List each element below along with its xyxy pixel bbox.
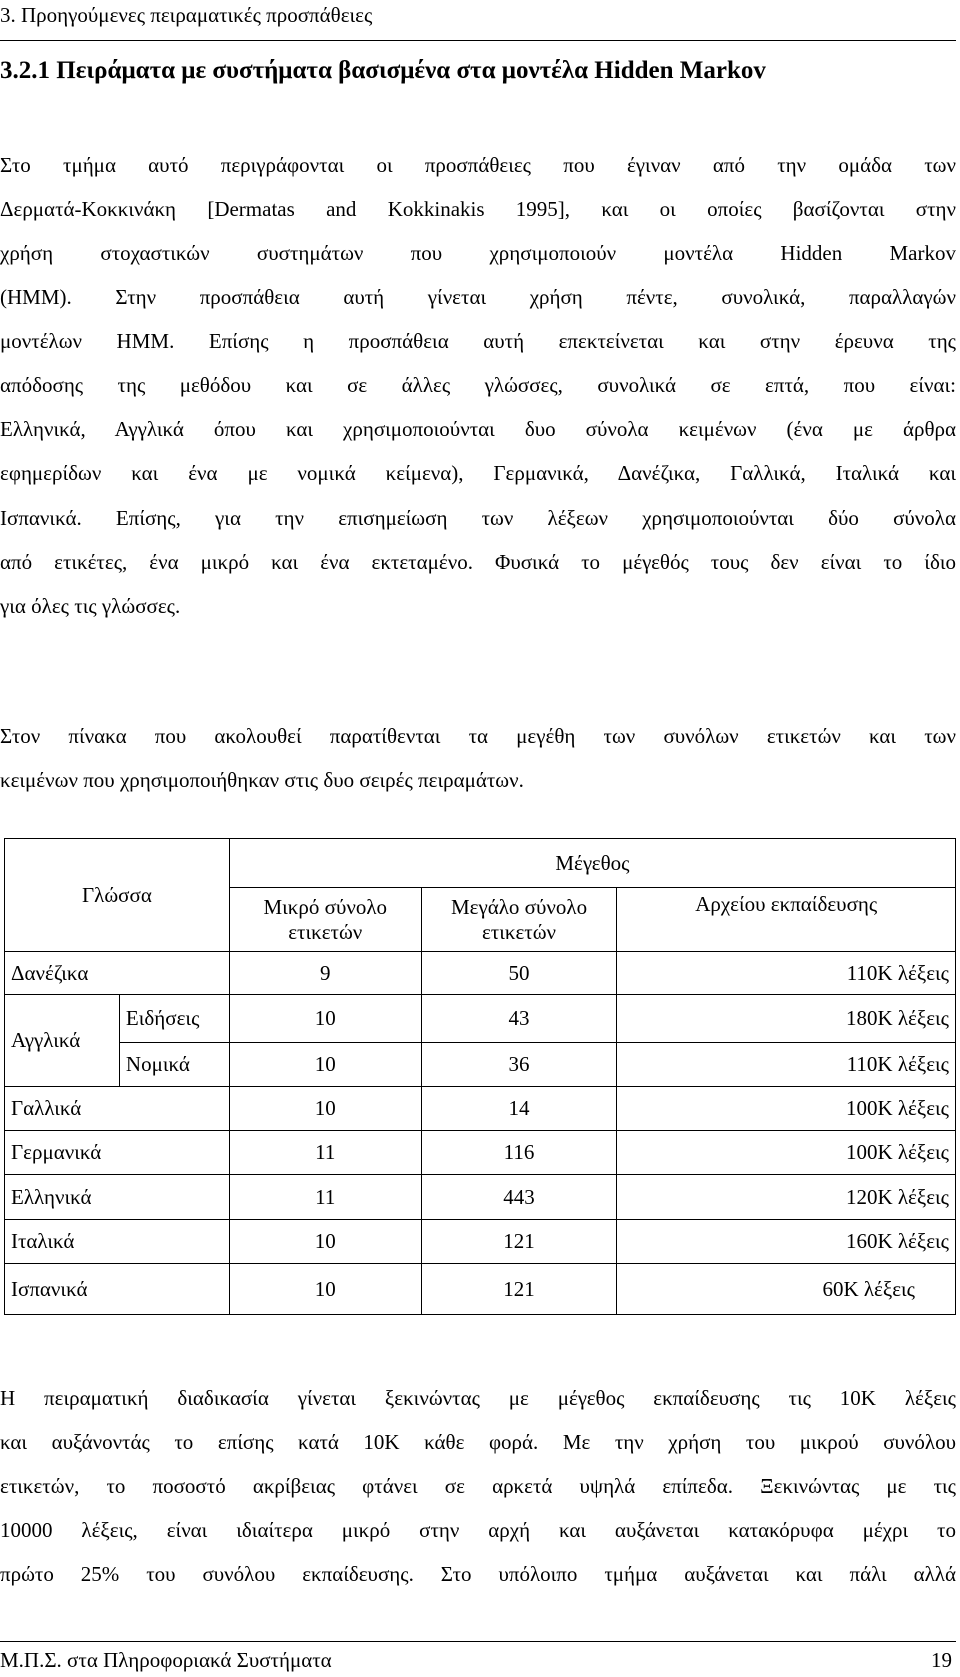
table-row <box>5 1264 956 1315</box>
paragraph-line: Ισπανικά. Επίσης, για την επισημείωση των λέξεων χρησιμοποιούνται δύο σύνολα <box>0 506 956 530</box>
cell-small: 11 <box>229 1175 421 1220</box>
paragraph-line: Στο τμήμα αυτό περιγράφονται οι προσπάθειες που έγιναν από την ομάδα των <box>0 153 956 177</box>
header-large-line2: ετικετών <box>481 919 557 944</box>
paragraph-line: Δερματά-Κοκκινάκη [Dermatas and Kokkinakis 1995], και οι οποίες βασίζονται στην <box>0 197 956 221</box>
cell-small: 10 <box>229 1220 421 1264</box>
cell-language: Γερμανικά <box>5 1131 230 1175</box>
header-large-line1: Μεγάλο σύνολο <box>450 894 588 919</box>
cell-training: 60K λέξεις <box>617 1264 956 1315</box>
paragraph-line: απόδοσης της μεθόδου και σε άλλες γλώσσες, συνολικά σε επτά, που είναι: <box>0 373 956 397</box>
cell-training: 180K λέξεις <box>617 995 956 1043</box>
table-row <box>5 995 956 1043</box>
paragraph-line: χρήση στοχαστικών συστημάτων που χρησιμοποιούν μοντέλα Hidden Markov <box>0 241 956 265</box>
cell-large: 14 <box>421 1087 617 1131</box>
cell-language: Δανέζικα <box>5 952 230 995</box>
header-language: Γλώσσα <box>5 839 230 952</box>
header-large-tagset <box>421 888 617 952</box>
cell-language: Ιταλικά <box>5 1220 230 1264</box>
header-small-tagset <box>229 888 421 952</box>
cell-language: Ισπανικά <box>5 1264 230 1315</box>
paragraph-line: Ελληνικά, Αγγλικά όπου και χρησιμοποιούνται δυο σύνολα κειμένων (ένα με άρθρα <box>0 417 956 441</box>
paragraph-line: εφημερίδων και ένα με νομικά κείμενα), Γερμανικά, Δανέζικα, Γαλλικά, Ιταλικά και <box>0 461 956 485</box>
page-number: 19 <box>931 1648 952 1672</box>
header-size: Μέγεθος <box>229 839 955 888</box>
paragraph-line: μοντέλων HMM. Επίσης η προσπάθεια αυτή επεκτείνεται και στην έρευνα της <box>0 329 956 353</box>
cell-subcorpus: Ειδήσεις <box>119 995 229 1043</box>
cell-large: 43 <box>421 995 617 1043</box>
header-small-line2: ετικετών <box>288 919 363 944</box>
cell-small: 10 <box>229 1043 421 1087</box>
cell-language: Ελληνικά <box>5 1175 230 1220</box>
paragraph-line: κειμένων που χρησιμοποιήθηκαν στις δυο σειρές πειραμάτων. <box>0 768 524 792</box>
table-row <box>5 952 956 995</box>
cell-training: 100K λέξεις <box>617 1131 956 1175</box>
footer-rule <box>0 1641 956 1642</box>
cell-large: 121 <box>421 1220 617 1264</box>
cell-large: 116 <box>421 1131 617 1175</box>
cell-training: 160K λέξεις <box>617 1220 956 1264</box>
cell-large: 121 <box>421 1264 617 1315</box>
cell-small: 10 <box>229 995 421 1043</box>
paragraph-line: Η πειραματική διαδικασία γίνεται ξεκινώντας με μέγεθος εκπαίδευσης τις 10K λέξεις <box>0 1386 956 1410</box>
paragraph-line: και αυξάνοντάς το επίσης κατά 10K κάθε φορά. Με την χρήση του μικρού συνόλου <box>0 1430 956 1454</box>
table-row <box>5 1131 956 1175</box>
table-row <box>5 1175 956 1220</box>
cell-small: 10 <box>229 1264 421 1315</box>
cell-large: 443 <box>421 1175 617 1220</box>
paragraph-line: Στον πίνακα που ακολουθεί παρατίθενται τα μεγέθη των συνόλων ετικετών και των <box>0 724 956 748</box>
section-title: 3.2.1 Πειράματα με συστήματα βασισμένα στα μοντέλα Hidden Markov <box>0 57 766 84</box>
cell-training: 100K λέξεις <box>617 1087 956 1131</box>
cell-subcorpus: Νομικά <box>119 1043 229 1087</box>
data-table <box>4 838 956 1315</box>
running-header-title: 3. Προηγούμενες πειραματικές προσπάθειες <box>0 3 373 27</box>
paragraph-line: πρώτο 25% του συνόλου εκπαίδευσης. Στο υπόλοιπο τμήμα αυξάνεται και πάλι αλλά <box>0 1562 956 1586</box>
cell-small: 11 <box>229 1131 421 1175</box>
cell-large: 36 <box>421 1043 617 1087</box>
cell-large: 50 <box>421 952 617 995</box>
footer-program: Μ.Π.Σ. στα Πληροφοριακά Συστήματα <box>0 1648 332 1672</box>
header-rule <box>0 40 956 41</box>
paragraph-line: από ετικέτες, ένα μικρό και ένα εκτεταμένο. Φυσικά το μέγεθός τους δεν είναι το ίδιο <box>0 550 956 574</box>
cell-training: 110K λέξεις <box>617 952 956 995</box>
paragraph-line: (HMM). Στην προσπάθεια αυτή γίνεται χρήση πέντε, συνολικά, παραλλαγών <box>0 285 956 309</box>
cell-language: Γαλλικά <box>5 1087 230 1131</box>
paragraph-line: ετικετών, το ποσοστό ακρίβειας φτάνει σε αρκετά υψηλά επίπεδα. Ξεκινώντας με τις <box>0 1474 956 1498</box>
cell-small: 9 <box>229 952 421 995</box>
table-row <box>5 1220 956 1264</box>
header-training-file: Αρχείου εκπαίδευσης <box>617 888 956 952</box>
table-row <box>5 1087 956 1131</box>
cell-training: 110K λέξεις <box>617 1043 956 1087</box>
cell-training: 120K λέξεις <box>617 1175 956 1220</box>
paragraph-line: 10000 λέξεις, είναι ιδιαίτερα μικρό στην αρχή και αυξάνεται κατακόρυφα μέχρι το <box>0 1518 956 1542</box>
paragraph-line: για όλες τις γλώσσες. <box>0 594 181 618</box>
header-small-line1: Μικρό σύνολο <box>263 894 388 919</box>
cell-small: 10 <box>229 1087 421 1131</box>
table-row <box>5 1043 956 1087</box>
cell-language: Αγγλικά <box>5 995 120 1087</box>
